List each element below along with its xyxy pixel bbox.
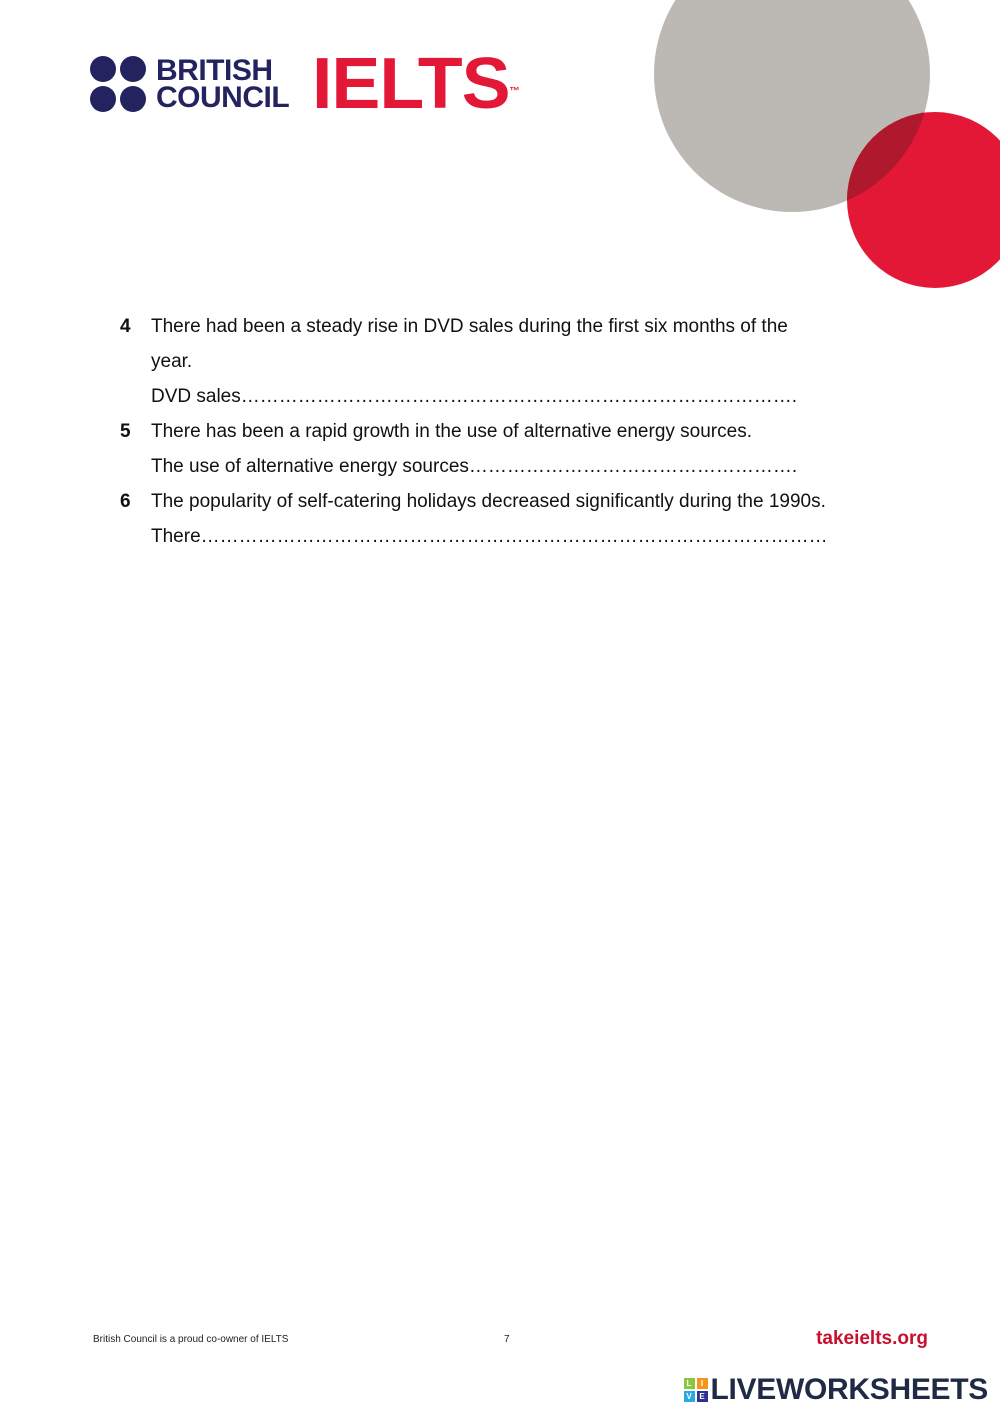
page-number: 7 [504, 1334, 510, 1345]
answer-line[interactable]: The use of alternative energy sources……………………………………………. [151, 456, 798, 477]
british-council-logo [90, 56, 289, 112]
question-item [120, 484, 900, 554]
answer-line[interactable]: There……………………………………………………………………………………… [151, 526, 828, 547]
liveworksheets-text: LIVEWORKSHEETS [710, 1373, 988, 1406]
decorative-circles [640, 0, 1000, 300]
question-item [120, 414, 900, 484]
question-text: The popularity of self-catering holidays decreased significantly during the 1990s. [151, 491, 826, 512]
brand-line-2: COUNCIL [156, 81, 290, 114]
ielts-logo [312, 44, 520, 124]
ielts-wordmark: IELTS [312, 44, 510, 124]
question-text: There had been a steady rise in DVD sales during the first six months of the [151, 316, 788, 337]
question-text: There has been a rapid growth in the use of alternative energy sources. [151, 421, 752, 442]
question-item [120, 309, 900, 414]
liveworksheets-watermark [684, 1372, 989, 1408]
takeielts-link[interactable]: takeielts.org [816, 1328, 928, 1349]
trademark-symbol: ™ [509, 86, 520, 97]
question-number: 6 [120, 491, 131, 512]
answer-line[interactable]: DVD sales……………………………………………………………………………. [151, 386, 798, 407]
british-council-dots-icon [90, 56, 146, 112]
liveworksheets-blocks-icon: L I V E [684, 1378, 708, 1402]
question-text-continued: year. [151, 351, 193, 372]
brand-line-1: BRITISH [156, 54, 273, 87]
question-number: 4 [120, 316, 131, 337]
footer-ownership-note: British Council is a proud co-owner of IELTS [93, 1334, 289, 1345]
question-number: 5 [120, 421, 131, 442]
question-list [120, 309, 900, 554]
